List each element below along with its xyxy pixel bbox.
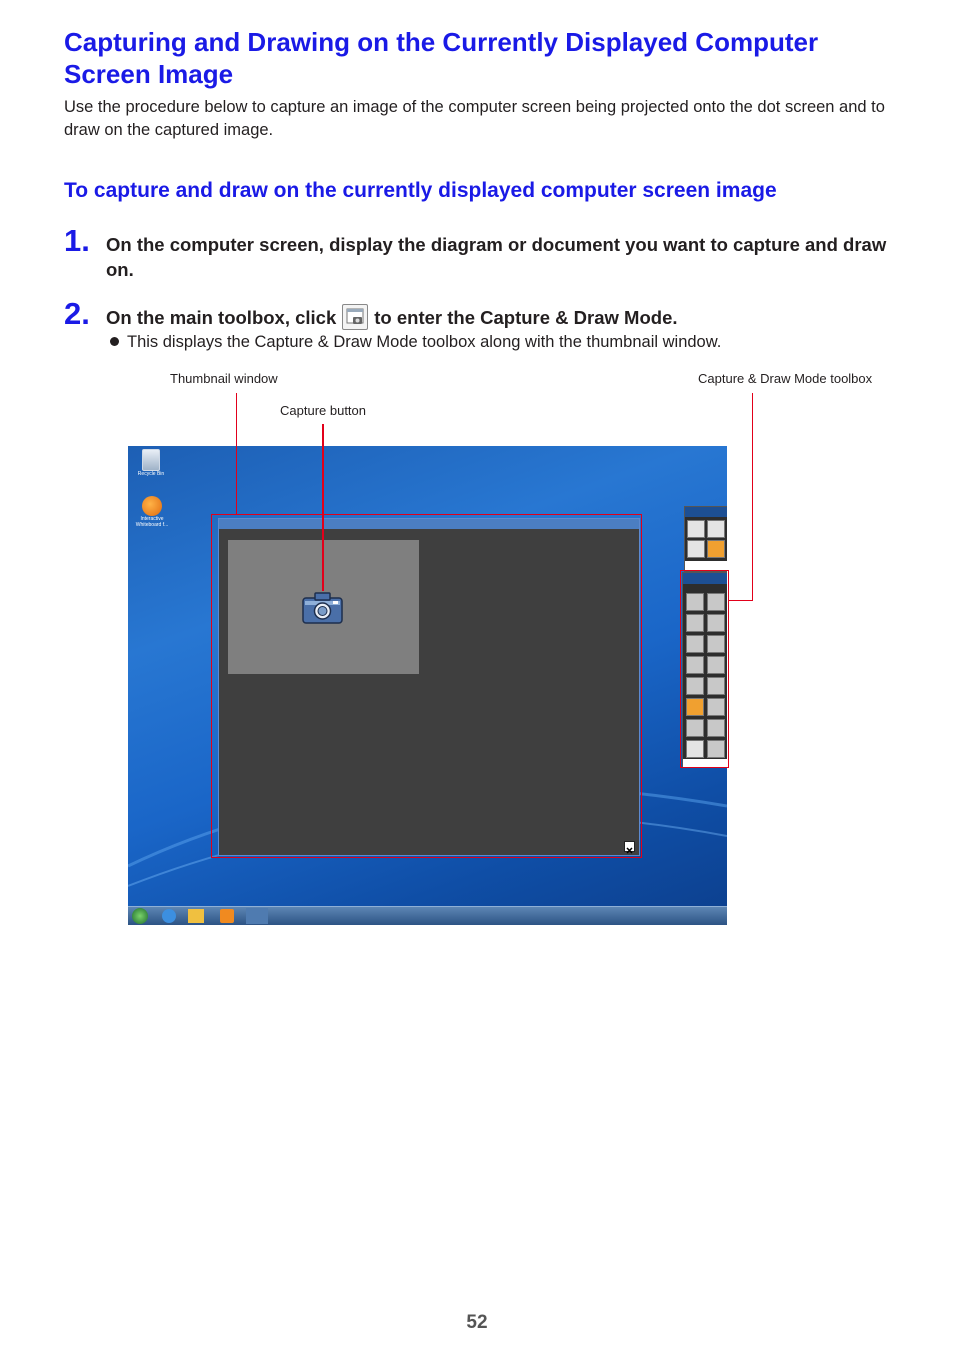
toolbox-callout-connector [729, 600, 753, 601]
recycle-bin-icon [142, 449, 160, 471]
main-toolbox [684, 506, 727, 572]
pen-mode-button[interactable] [687, 540, 705, 558]
callout-capture-button: Capture button [280, 403, 367, 418]
pointer-tool-button[interactable] [687, 520, 705, 538]
media-player-taskbar-icon[interactable] [220, 909, 234, 923]
callout-thumbnail-window: Thumbnail window [170, 371, 278, 386]
whiteboard-taskbar-icon[interactable] [246, 908, 268, 924]
desktop-icon-recycle-bin[interactable] [136, 449, 166, 477]
desktop-icon-whiteboard[interactable] [130, 496, 174, 528]
toolbox-callout-line [752, 393, 753, 601]
step-1-number: 1. [64, 223, 90, 258]
taskbar [128, 906, 727, 925]
thumbnail-callout-line [236, 393, 237, 514]
capture-draw-mode-button[interactable] [707, 540, 725, 558]
step-1-text: On the computer screen, display the diagram or document you want to capture and draw on. [106, 234, 887, 280]
start-button-icon[interactable] [132, 908, 148, 924]
callout-toolbox: Capture & Draw Mode toolbox [698, 371, 873, 386]
step-2-text [106, 304, 906, 330]
page-number: 52 [466, 1312, 488, 1333]
main-toolbox-titlebar[interactable] [685, 507, 727, 517]
step-2-bullet-text: This displays the Capture & Draw Mode toolbox along with the thumbnail window. [127, 333, 722, 351]
procedure-heading: To capture and draw on the currently displayed computer screen image [64, 179, 777, 202]
capture-draw-mode-icon [342, 304, 368, 330]
intro-paragraph: Use the procedure below to capture an image of the computer screen being projected onto the dot screen and to draw on the captured image. [64, 98, 885, 139]
step-2-bullet [110, 333, 721, 352]
browser-taskbar-icon[interactable] [162, 909, 176, 923]
desktop-icon-label: Recycle Bin [137, 471, 165, 477]
presentation-button[interactable] [707, 520, 725, 538]
capture-callout-line [322, 424, 324, 591]
thumbnail-window-highlight [211, 514, 642, 858]
page-title: Capturing and Drawing on the Currently Displayed Computer Screen Image [64, 27, 819, 89]
whiteboard-app-icon [142, 496, 162, 516]
main-toolbox-footer [685, 561, 727, 570]
bullet-dot-icon [110, 337, 119, 346]
desktop-icon-label: Interactive Whiteboard f... [135, 516, 169, 528]
step-2-text-after: to enter the Capture & Draw Mode. [374, 307, 678, 328]
system-tray[interactable] [664, 911, 720, 921]
folder-taskbar-icon[interactable] [188, 909, 204, 923]
toolbox-highlight [680, 570, 729, 768]
step-2-number: 2. [64, 296, 90, 331]
step-2-text-before: On the main toolbox, click [106, 307, 337, 328]
